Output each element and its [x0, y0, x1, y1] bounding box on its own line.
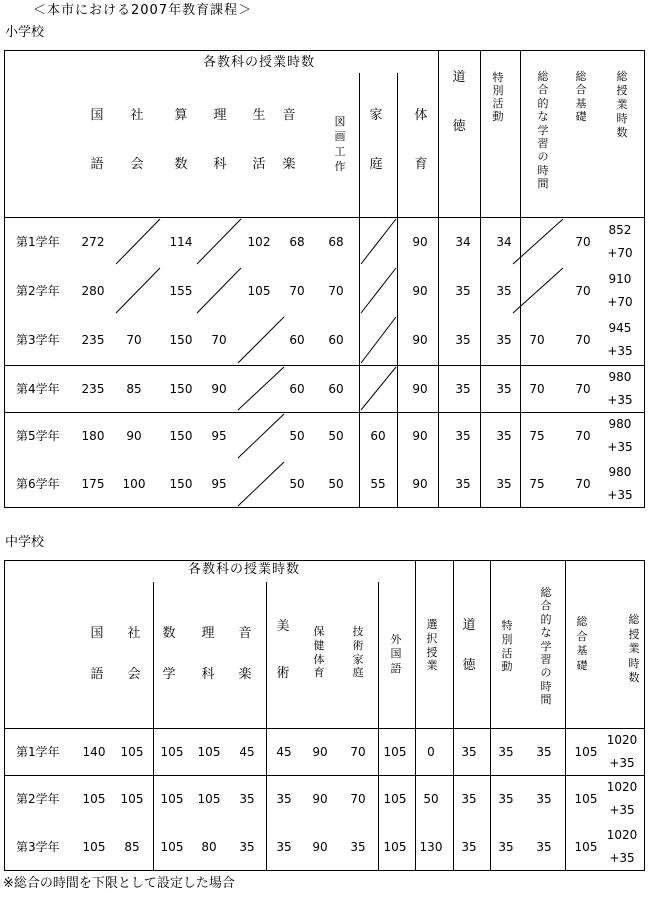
- cell-junior-r1-gijutsukatei: 70: [350, 744, 366, 759]
- cell-elementary-r4-zugakosaku: 60: [328, 381, 344, 396]
- cell-junior-r1-tokubetsukatsudo: 35: [498, 744, 514, 759]
- cell-elementary-r6-ongaku: 50: [289, 477, 305, 491]
- cell-elementary-r1-kokugo: 272: [81, 234, 105, 249]
- cell-elementary-r1-ongaku: 68: [289, 234, 305, 249]
- cell-elementary-r2-taiiku: 90: [412, 283, 428, 298]
- cell-elementary-r1-sojugyojisu: 852 +70: [607, 222, 633, 260]
- cell-elementary-r4-kokugo: 235: [81, 381, 105, 396]
- cell-elementary-r6-shakai: 100: [122, 477, 146, 491]
- row-label-elementary-5: 第5学年: [16, 429, 60, 443]
- cell-junior-r3-sentakujugyo: 130: [419, 840, 443, 854]
- col-label-sogogakushu: 総 合 的 な 学 習 の 時 間: [540, 586, 552, 707]
- cell-elementary-r5-zugakosaku: 50: [328, 429, 344, 443]
- row-label-junior-2: 第2学年: [16, 792, 60, 806]
- row-label-elementary-3: 第3学年: [16, 333, 60, 347]
- cell-junior-r2-gaikokugo: 105: [383, 792, 407, 806]
- cell-elementary-r5-sojugyojisu: 980 +35: [607, 417, 633, 454]
- cell-elementary-r6-sogokiso: 70: [575, 477, 591, 491]
- cell-junior-r2-ongaku: 35: [239, 792, 255, 806]
- col-label-bijutsu: 美 術: [276, 619, 290, 681]
- grid-vline: [490, 560, 491, 871]
- cell-elementary-r5-kokugo: 180: [81, 429, 105, 443]
- cell-junior-r3-sogokiso: 105: [574, 840, 598, 854]
- cell-elementary-r3-zugakosaku: 60: [328, 333, 344, 347]
- elementary-section-label: 小学校: [5, 25, 45, 40]
- cell-junior-r2-shakai: 105: [120, 792, 144, 806]
- col-label-ongaku: 音 楽: [238, 626, 252, 682]
- row-label-junior-1: 第1学年: [16, 744, 60, 759]
- col-label-hokentaiiku: 保 健 体 育: [313, 625, 325, 680]
- col-label-sogokiso: 総 合 基 礎: [576, 615, 588, 672]
- cell-junior-r1-sogokiso: 105: [574, 744, 598, 759]
- cell-elementary-r6-zugakosaku: 50: [328, 477, 344, 491]
- cell-junior-r1-sogogakushu: 35: [536, 744, 552, 759]
- table-header-title: 各教科の授業時数: [188, 562, 301, 577]
- footnote: ※総合の時間を下限として設定した場合: [3, 876, 235, 891]
- col-label-kokugo: 国 語: [90, 108, 104, 172]
- col-label-zugakosaku: 図 画 工 作: [334, 115, 346, 173]
- grid-vline-partial: [266, 582, 267, 871]
- cell-junior-r1-sentakujugyo: 0: [427, 744, 435, 759]
- page-title: ＜本市における2007年教育課程＞: [33, 3, 253, 18]
- cell-elementary-r6-katei: 55: [370, 477, 386, 491]
- cell-elementary-r3-sojugyojisu: 945 +35: [607, 321, 633, 358]
- col-label-gijutsukatei: 技 術 家 庭: [352, 625, 364, 680]
- table-header-title: 各教科の授業時数: [203, 55, 316, 70]
- cell-elementary-r5-rika: 95: [211, 429, 227, 443]
- cell-junior-r1-ongaku: 45: [239, 744, 255, 759]
- cell-elementary-r3-sogogakushu: 70: [529, 333, 545, 347]
- cell-elementary-r5-sogokiso: 70: [575, 429, 591, 443]
- cell-elementary-r4-sogogakushu: 70: [529, 381, 545, 396]
- junior-section-label: 中学校: [5, 535, 45, 550]
- cell-elementary-r5-taiiku: 90: [412, 429, 428, 443]
- row-label-elementary-4: 第4学年: [16, 381, 60, 396]
- cell-junior-r3-sogogakushu: 35: [536, 840, 552, 854]
- cell-junior-r3-tokubetsukatsudo: 35: [498, 840, 514, 854]
- cell-elementary-r3-dotoku: 35: [455, 333, 471, 347]
- grid-vline: [453, 560, 454, 871]
- col-label-tokubetsukatsudo: 特 別 活 動: [492, 71, 504, 123]
- cell-elementary-r6-rika: 95: [211, 477, 227, 491]
- col-label-rika: 理 科: [201, 626, 215, 682]
- row-label-elementary-2: 第2学年: [16, 283, 60, 298]
- cell-elementary-r4-dotoku: 35: [455, 381, 471, 396]
- col-label-sogogakushu: 総 合 的 な 学 習 の 時 間: [537, 70, 549, 191]
- col-label-sugaku: 数 学: [162, 626, 176, 682]
- cell-junior-r2-sugaku: 105: [160, 792, 184, 806]
- cell-elementary-r2-dotoku: 35: [455, 283, 471, 298]
- grid-vline: [415, 560, 416, 871]
- row-label-elementary-1: 第1学年: [16, 234, 60, 249]
- cell-junior-r2-sojugyojisu: 1020 +35: [606, 780, 638, 817]
- grid-vline-partial: [378, 582, 379, 871]
- col-label-tokubetsukatsudo: 特 別 活 動: [501, 619, 513, 674]
- col-label-rika: 理 科: [213, 108, 227, 172]
- cell-elementary-r6-dotoku: 35: [455, 477, 471, 491]
- cell-junior-r3-bijutsu: 35: [276, 840, 292, 854]
- cell-junior-r1-rika: 105: [197, 744, 221, 759]
- cell-elementary-r4-sojugyojisu: 980 +35: [607, 369, 633, 407]
- col-label-ongaku: 音 楽: [282, 108, 296, 172]
- cell-elementary-r1-zugakosaku: 68: [328, 234, 344, 249]
- cell-elementary-r6-tokubetsukatsudo: 35: [496, 477, 512, 491]
- cell-junior-r3-dotoku: 35: [461, 840, 477, 854]
- row-label-elementary-6: 第6学年: [16, 477, 60, 491]
- cell-elementary-r5-shakai: 90: [126, 429, 142, 443]
- cell-junior-r3-gijutsukatei: 35: [350, 840, 366, 854]
- col-label-dotoku: 道 徳: [462, 618, 476, 673]
- cell-junior-r2-rika: 105: [197, 792, 221, 806]
- cell-junior-r3-kokugo: 105: [82, 840, 106, 854]
- col-label-sojugyojisu: 総 授 業 時 数: [616, 70, 628, 139]
- cell-elementary-r1-tokubetsukatsudo: 34: [496, 234, 512, 249]
- cell-elementary-r2-sogokiso: 70: [575, 283, 591, 298]
- cell-junior-r3-hokentaiiku: 90: [312, 840, 328, 854]
- grid-hline: [4, 775, 645, 776]
- grid-hline: [4, 728, 645, 729]
- cell-elementary-r5-sogogakushu: 75: [529, 429, 545, 443]
- col-label-shakai: 社 会: [130, 108, 144, 172]
- col-label-sogokiso: 総 合 基 礎: [575, 70, 587, 124]
- cell-junior-r3-rika: 80: [201, 840, 217, 854]
- cell-elementary-r4-taiiku: 90: [412, 381, 428, 396]
- cell-elementary-r3-ongaku: 60: [289, 333, 305, 347]
- cell-junior-r1-gaikokugo: 105: [383, 744, 407, 759]
- cell-elementary-r6-sojugyojisu: 980 +35: [607, 465, 633, 502]
- cell-junior-r2-gijutsukatei: 70: [350, 792, 366, 806]
- cell-elementary-r2-zugakosaku: 70: [328, 283, 344, 298]
- col-label-katei: 家 庭: [369, 108, 383, 172]
- cell-elementary-r4-rika: 90: [211, 381, 227, 396]
- cell-junior-r1-sojugyojisu: 1020 +35: [606, 732, 638, 770]
- grid-vline-partial: [153, 582, 154, 871]
- cell-junior-r3-ongaku: 35: [239, 840, 255, 854]
- cell-junior-r1-dotoku: 35: [461, 744, 477, 759]
- cell-elementary-r2-seikatsu: 105: [247, 283, 271, 298]
- cell-junior-r1-shakai: 105: [120, 744, 144, 759]
- cell-elementary-r1-sansu: 114: [169, 234, 193, 249]
- cell-elementary-r1-dotoku: 34: [455, 234, 471, 249]
- col-label-seikatsu: 生 活: [252, 108, 266, 172]
- cell-elementary-r3-shakai: 70: [126, 333, 142, 347]
- cell-elementary-r5-katei: 60: [370, 429, 386, 443]
- cell-junior-r2-hokentaiiku: 90: [312, 792, 328, 806]
- cell-junior-r2-dotoku: 35: [461, 792, 477, 806]
- cell-elementary-r3-rika: 70: [211, 333, 227, 347]
- cell-elementary-r5-ongaku: 50: [289, 429, 305, 443]
- col-label-sojugyojisu: 総 授 業 時 数: [628, 613, 640, 685]
- cell-elementary-r6-sansu: 150: [169, 477, 193, 491]
- cell-elementary-r6-kokugo: 175: [81, 477, 105, 491]
- cell-elementary-r5-tokubetsukatsudo: 35: [496, 429, 512, 443]
- cell-elementary-r2-ongaku: 70: [289, 283, 305, 298]
- col-label-shakai: 社 会: [127, 626, 141, 682]
- cell-junior-r1-hokentaiiku: 90: [312, 744, 328, 759]
- cell-junior-r3-gaikokugo: 105: [383, 840, 407, 854]
- cell-elementary-r3-taiiku: 90: [412, 333, 428, 347]
- cell-elementary-r1-sogokiso: 70: [575, 234, 591, 249]
- cell-elementary-r2-tokubetsukatsudo: 35: [496, 283, 512, 298]
- cell-junior-r2-kokugo: 105: [82, 792, 106, 806]
- cell-junior-r1-kokugo: 140: [82, 744, 106, 759]
- cell-junior-r2-tokubetsukatsudo: 35: [498, 792, 514, 806]
- cell-junior-r2-sogogakushu: 35: [536, 792, 552, 806]
- cell-elementary-r4-sogokiso: 70: [575, 381, 591, 396]
- col-label-dotoku: 道 徳: [452, 70, 466, 134]
- cell-elementary-r1-taiiku: 90: [412, 234, 428, 249]
- cell-junior-r3-shakai: 85: [124, 840, 140, 854]
- cell-elementary-r4-sansu: 150: [169, 381, 193, 396]
- col-label-taiiku: 体 育: [414, 108, 428, 172]
- cell-elementary-r3-sogokiso: 70: [575, 333, 591, 347]
- cell-elementary-r4-tokubetsukatsudo: 35: [496, 381, 512, 396]
- col-label-kokugo: 国 語: [90, 626, 104, 682]
- cell-elementary-r4-shakai: 85: [126, 381, 142, 396]
- cell-elementary-r5-dotoku: 35: [455, 429, 471, 443]
- cell-elementary-r6-sogogakushu: 75: [529, 477, 545, 491]
- grid-vline: [565, 560, 566, 871]
- cell-elementary-r4-ongaku: 60: [289, 381, 305, 396]
- cell-elementary-r6-taiiku: 90: [412, 477, 428, 491]
- cell-elementary-r1-seikatsu: 102: [247, 234, 271, 249]
- cell-junior-r2-sogokiso: 105: [574, 792, 598, 806]
- cell-junior-r2-sentakujugyo: 50: [423, 792, 439, 806]
- row-label-junior-3: 第3学年: [16, 840, 60, 854]
- cell-junior-r2-bijutsu: 35: [276, 792, 292, 806]
- cell-elementary-r2-sansu: 155: [169, 283, 193, 298]
- col-label-sansu: 算 数: [174, 108, 188, 172]
- col-label-sentakujugyo: 選 択 授 業: [426, 618, 438, 673]
- cell-elementary-r5-sansu: 150: [169, 429, 193, 443]
- cell-elementary-r3-tokubetsukatsudo: 35: [496, 333, 512, 347]
- cell-elementary-r2-sojugyojisu: 910 +70: [607, 271, 633, 309]
- cell-junior-r1-bijutsu: 45: [276, 744, 292, 759]
- cell-junior-r1-sugaku: 105: [160, 744, 184, 759]
- cell-elementary-r2-kokugo: 280: [81, 283, 105, 298]
- cell-elementary-r3-kokugo: 235: [81, 333, 105, 347]
- cell-junior-r3-sugaku: 105: [160, 840, 184, 854]
- cell-elementary-r3-sansu: 150: [169, 333, 193, 347]
- cell-junior-r3-sojugyojisu: 1020 +35: [606, 828, 638, 865]
- col-label-gaikokugo: 外 国 語: [390, 633, 402, 675]
